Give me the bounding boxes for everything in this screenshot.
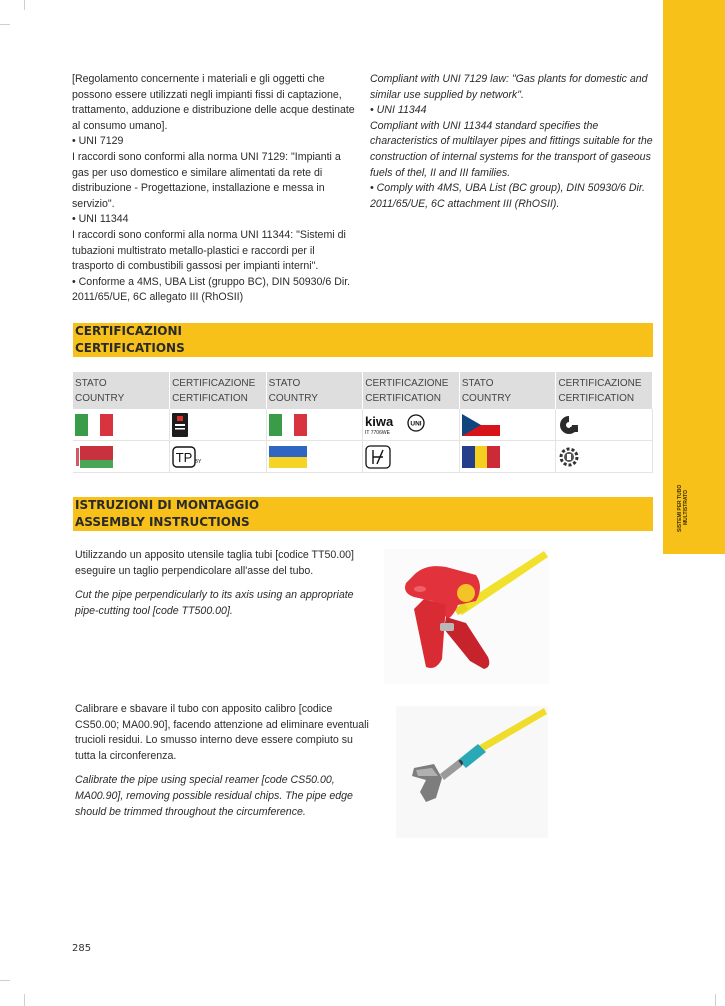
certifications-heading [73,323,653,357]
text-paragraph: Compliant with UNI 7129 law: "Gas plants for domestic and similar use supplied by network". [370,73,648,101]
heading-english: CERTIFICATIONS [75,341,185,355]
certification-cell [556,441,653,473]
step-text-italian: Utilizzando un apposito utensile taglia tubi [codice TT50.00] eseguire un taglio perpendicolare all'asse del tubo. [75,549,354,577]
country-cell [73,409,170,441]
top-text-english [370,72,656,212]
tp-by-text: BY [194,458,202,465]
page-number: 285 [72,943,92,954]
imq-logo-icon [172,413,188,437]
crop-mark [24,0,25,10]
table-row [73,441,653,473]
text-paragraph: • UNI 11344 [370,104,427,117]
kiwa-logo-text: kiwa [365,413,394,429]
pipe-reamer-photo [396,706,548,838]
kiwa-code-text: IT 7706WE [365,429,391,436]
szu-logo-icon [558,414,580,436]
text-paragraph: • Conforme a 4MS, UBA List (gruppo BC), DIN 50930/6 Dir. 2011/65/UE, 6C allegato III (RhOSII) [72,275,351,304]
section-side-tab [663,0,725,554]
side-tab-line-1: SISTEMI PER TUBO [677,484,683,532]
italy-flag-icon [75,414,113,436]
text-paragraph: • Comply with 4MS, UBA List (BC group), DIN 50930/6 Dir. 2011/65/UE, 6C attachment III (RhOSII). [370,182,645,210]
header-country: STATO COUNTRY [73,372,170,409]
certification-cell [170,441,267,473]
text-paragraph: I raccordi sono conformi alla norma UNI 11344: "Sistemi di tubazioni multistrato metallo-plastici e raccordi per il trasporto di combustibili gassosi per impianti interni". [72,228,346,273]
country-cell [459,441,556,473]
ua-certification-logo-icon [365,445,391,469]
certification-cell [170,409,267,441]
belarus-flag-icon [75,446,113,468]
table-header-row [73,372,653,409]
text-paragraph: I raccordi sono conformi alla norma UNI 7129: "Impianti a gas per uso domestico e similare alimentati da rete di distribuzione - Progettazione, installazione e messa in servizio". [72,150,341,210]
ukraine-flag-icon [269,446,307,468]
certification-cell [556,409,653,441]
header-country: STATO COUNTRY [266,372,363,409]
text-paragraph: • UNI 7129 [72,135,124,148]
tp-logo-text: TP [175,449,193,465]
kiwa-uni-logo-icon [365,414,425,436]
czech-flag-icon [462,414,500,436]
top-text-italian [72,72,358,306]
certifications-table [73,372,653,473]
heading-english: ASSEMBLY INSTRUCTIONS [75,515,250,529]
uni-logo-text: UNI [410,420,422,427]
step-text-italian: Calibrare e sbavare il tubo con apposito calibro [codice CS50.00; MA00.90], facendo attenzione ad eliminare eventuali trucioli residui. Lo smusso interno deve essere compiuto su tutta la circonferenza. [75,703,369,762]
assembly-step-2 [75,702,370,829]
crop-mark [0,980,10,981]
text-paragraph: [Regolamento concernente i materiali e gli oggetti che possono essere utilizzati negli impianti fissi di captazione, trattamento, adduzione e distribuzione delle acque destinate al consumo umano]. [72,73,355,132]
country-cell [266,441,363,473]
header-certification: CERTIFICAZIONE CERTIFICATION [170,372,267,409]
certification-cell [363,441,460,473]
step-text-english: Cut the pipe perpendicularly to its axis using an appropriate pipe-cutting tool [code TT500.00]. [75,589,354,617]
tp-by-logo-icon [172,446,202,468]
crop-mark [24,994,25,1006]
text-paragraph: Compliant with UNI 11344 standard specifies the characteristics of multilayer pipes and fittings suitable for the construction of internal systems for the transport of gaseous fuels of thel, II and III families. [370,119,653,179]
pipe-cutter-photo [384,549,549,684]
crop-mark [0,24,10,25]
header-certification: CERTIFICAZIONE CERTIFICATION [363,372,460,409]
assembly-instructions-heading [73,497,653,531]
heading-italian: CERTIFICAZIONI [75,324,182,338]
header-certification: CERTIFICAZIONE CERTIFICATION [556,372,653,409]
header-country: STATO COUNTRY [459,372,556,409]
side-tab-label [677,478,699,538]
certification-cell [363,409,460,441]
country-cell [266,409,363,441]
romania-flag-icon [462,446,500,468]
table-row [73,409,653,441]
gear-certification-logo-icon [558,446,580,468]
step-text-english: Calibrate the pipe using special reamer [code CS50.00, MA00.90], removing possible residual chips. The pipe edge should be trimmed throughout the circumference. [75,774,353,818]
text-paragraph: • UNI 11344 [72,213,129,226]
italy-flag-icon [269,414,307,436]
assembly-step-1 [75,548,370,628]
country-cell [459,409,556,441]
side-tab-line-2: MULTISTRATO [683,490,689,526]
country-cell [73,441,170,473]
heading-italian: ISTRUZIONI DI MONTAGGIO [75,498,260,512]
crop-mark [715,994,716,1006]
